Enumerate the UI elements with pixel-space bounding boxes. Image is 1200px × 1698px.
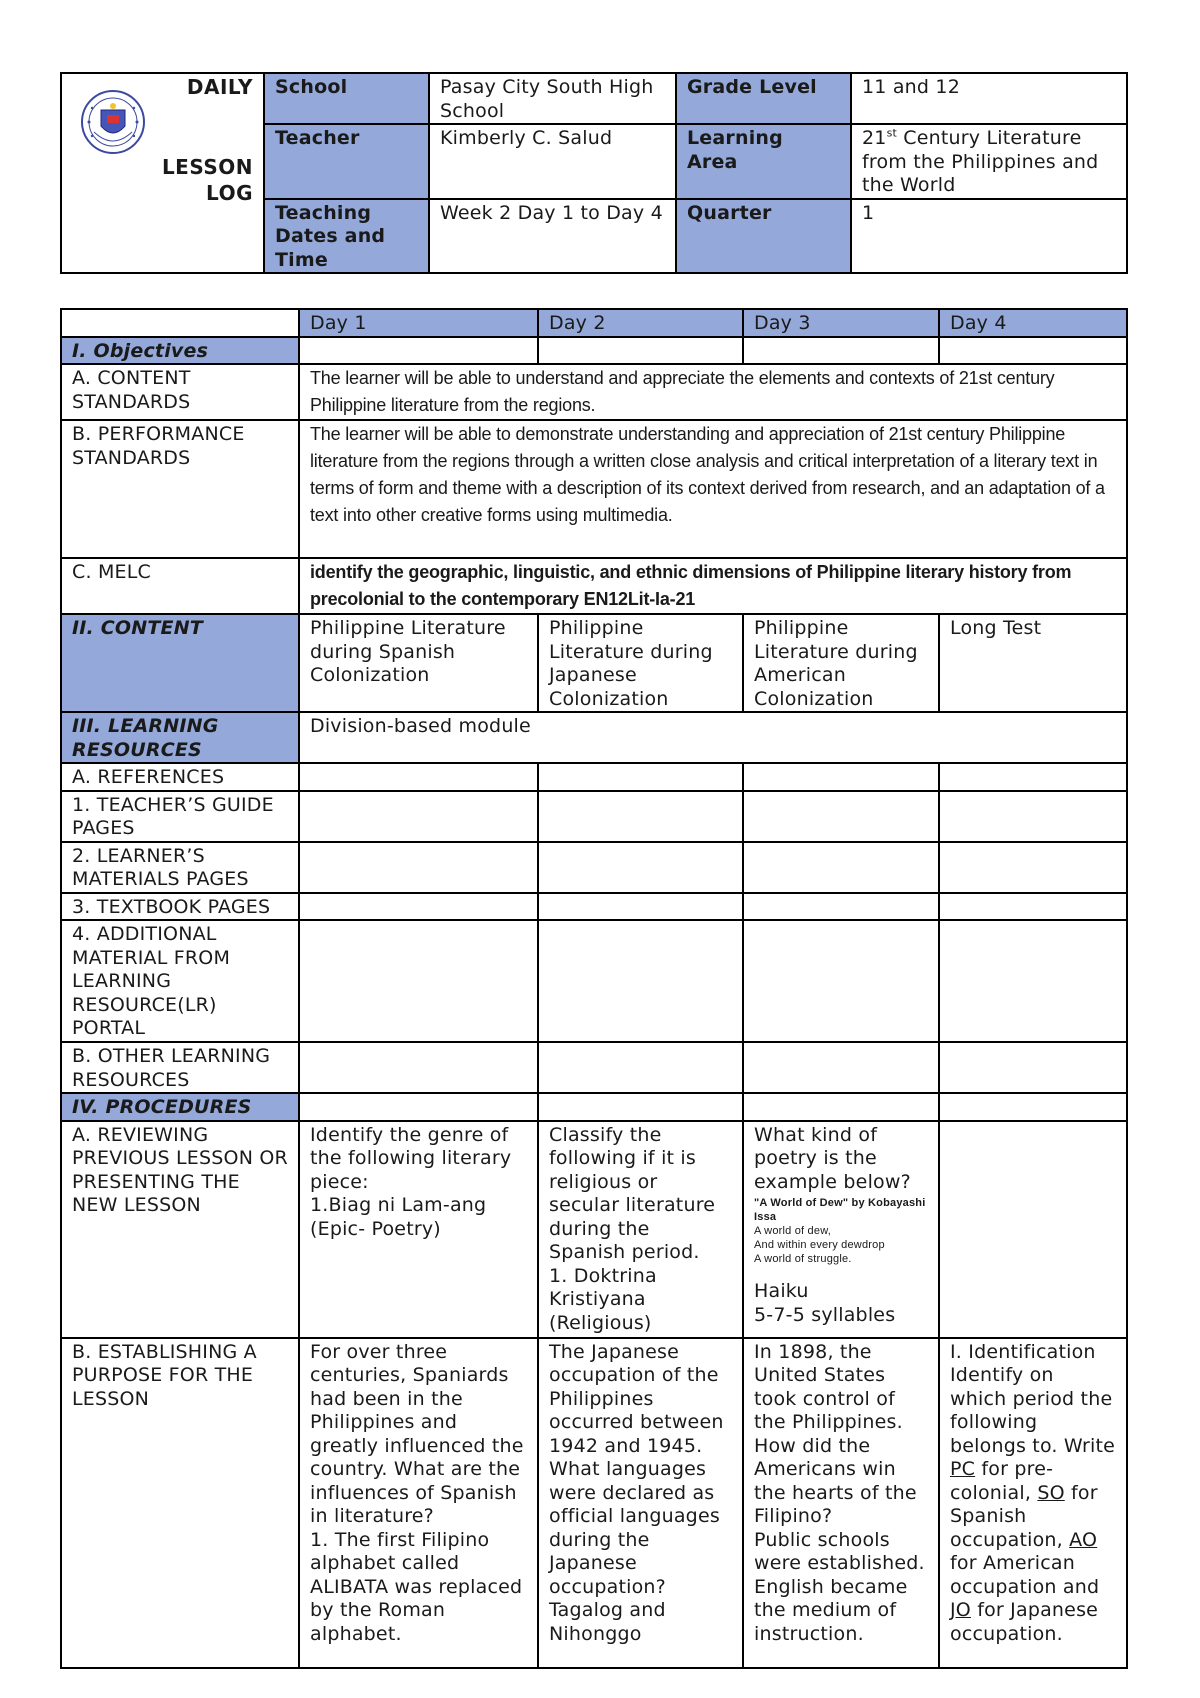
reviewing-day-3 bbox=[743, 1121, 939, 1338]
title-log: LOG bbox=[206, 181, 253, 205]
melc-text: identify the geographic, linguistic, and ethnic dimensions of Philippine literary history from precolonial to the contemporary EN12Lit-Ia-21 bbox=[299, 558, 1127, 614]
quarter-label: Quarter bbox=[676, 199, 851, 274]
learning-resources-row bbox=[61, 712, 1127, 763]
dates-label: Teaching Dates and Time bbox=[264, 199, 429, 274]
purpose-day-4 bbox=[939, 1338, 1127, 1668]
melc-row bbox=[61, 558, 1127, 614]
purpose-day-1-answer: 1. The first Filipino alphabet called ALIBATA was replaced by the Roman alphabet. bbox=[310, 1528, 523, 1645]
reviewing-day-2-item: 1. Doktrina Kristiyana (Religious) bbox=[549, 1264, 657, 1334]
objectives-row bbox=[61, 337, 1127, 365]
purpose-day-2-question: What languages were declared as official languages during the Japanese occupation? bbox=[549, 1458, 720, 1598]
textbook-row bbox=[61, 893, 1127, 921]
content-standards-row bbox=[61, 364, 1127, 420]
teacher-value: Kimberly C. Salud bbox=[429, 124, 676, 199]
content-row bbox=[61, 614, 1127, 712]
reviewing-day-2-question: Classify the following if it is religious or secular literature during the Spanish period. bbox=[549, 1123, 716, 1263]
deped-seal-icon bbox=[80, 82, 146, 172]
purpose-day-3 bbox=[743, 1338, 939, 1668]
code-pc: PC bbox=[950, 1458, 976, 1480]
poem-line-1: A world of dew, bbox=[754, 1225, 831, 1237]
performance-standards-row bbox=[61, 420, 1127, 558]
purpose-day-2 bbox=[538, 1338, 743, 1668]
lesson-plan-table bbox=[60, 308, 1128, 1669]
reviewing-day-3-question: What kind of poetry is the example below? bbox=[754, 1123, 911, 1193]
quarter-value: 1 bbox=[851, 199, 1127, 274]
school-label: School bbox=[264, 73, 429, 124]
content-heading: II. CONTENT bbox=[61, 614, 299, 712]
poem-title: "A World of Dew" by Kobayashi Issa bbox=[754, 1197, 926, 1223]
reviewing-day-2 bbox=[538, 1121, 743, 1338]
procedures-heading: IV. PROCEDURES bbox=[61, 1093, 299, 1121]
days-row bbox=[61, 309, 1127, 337]
day-1-header: Day 1 bbox=[299, 309, 538, 337]
day-2-header: Day 2 bbox=[538, 309, 743, 337]
teacher-guide-row bbox=[61, 791, 1127, 842]
teacher-label: Teacher bbox=[264, 124, 429, 199]
purpose-row bbox=[61, 1338, 1127, 1668]
references-row bbox=[61, 763, 1127, 791]
content-day-4: Long Test bbox=[939, 614, 1127, 712]
purpose-day-1 bbox=[299, 1338, 538, 1668]
area-rest: Century Literature from the Philippines and the World bbox=[862, 127, 1099, 196]
other-resources-label: B. OTHER LEARNING RESOURCES bbox=[61, 1042, 299, 1093]
reviewing-day-3-answer: Haiku bbox=[754, 1280, 809, 1302]
area-prefix: 21 bbox=[862, 127, 887, 149]
title-lesson: LESSON bbox=[161, 155, 253, 179]
other-resources-row bbox=[61, 1042, 1127, 1093]
area-value bbox=[851, 124, 1127, 199]
poem-line-3: A world of struggle. bbox=[754, 1253, 852, 1265]
logo-title-cell bbox=[61, 73, 264, 273]
textbook-label: 3. TEXTBOOK PAGES bbox=[61, 893, 299, 921]
area-label: Learning Area bbox=[676, 124, 851, 199]
header-table bbox=[60, 72, 1128, 274]
reviewing-day-1-item: 1.Biag ni Lam-ang (Epic- Poetry) bbox=[310, 1194, 487, 1240]
content-standards-label: A. CONTENT STANDARDS bbox=[61, 364, 299, 420]
content-day-2: Philippine Literature during Japanese Colonization bbox=[538, 614, 743, 712]
purpose-day-1-question: For over three centuries, Spaniards had been in the Philippines and greatly influenced the country. What are the influences of Spanish in literature? bbox=[310, 1340, 524, 1527]
grade-value: 11 and 12 bbox=[851, 73, 1127, 124]
content-day-1: Philippine Literature during Spanish Colonization bbox=[299, 614, 538, 712]
reviewing-day-3-syllables: 5-7-5 syllables bbox=[754, 1303, 896, 1326]
references-label: A. REFERENCES bbox=[61, 763, 299, 791]
performance-standards-label: B. PERFORMANCE STANDARDS bbox=[61, 420, 299, 558]
day-3-header: Day 3 bbox=[743, 309, 939, 337]
reviewing-label: A. REVIEWING PREVIOUS LESSON OR PRESENTING THE NEW LESSON bbox=[61, 1121, 299, 1338]
additional-material-row bbox=[61, 920, 1127, 1042]
procedures-row bbox=[61, 1093, 1127, 1121]
purpose-day-4-instructions: Identify on which period the following belongs to. Write PC for pre-colonial, SO for Spanish occupation, AO for American occupation and JO for Japanese occupation. bbox=[950, 1364, 1116, 1645]
reviewing-day-1-question: Identify the genre of the following literary piece: bbox=[310, 1123, 512, 1193]
code-ao: AO bbox=[1069, 1528, 1098, 1551]
code-jo: JO bbox=[950, 1599, 971, 1621]
title-lesson-log bbox=[162, 154, 253, 206]
area-sup: st bbox=[886, 126, 898, 140]
teacher-guide-label: 1. TEACHER’S GUIDE PAGES bbox=[61, 791, 299, 842]
purpose-day-2-answer: Tagalog and Nihonggo bbox=[549, 1599, 666, 1645]
reviewing-day-1 bbox=[299, 1121, 538, 1338]
content-day-3: Philippine Literature during American Colonization bbox=[743, 614, 939, 712]
melc-label: C. MELC bbox=[61, 558, 299, 614]
purpose-day-4-heading: I. Identification bbox=[950, 1340, 1096, 1363]
objectives-heading: I. Objectives bbox=[61, 337, 299, 365]
content-standards-text: The learner will be able to understand and appreciate the elements and contexts of 21st century Philippine literature from the regions. bbox=[299, 364, 1127, 420]
reviewing-row bbox=[61, 1121, 1127, 1338]
learning-resources-value: Division-based module bbox=[299, 712, 1127, 763]
title-daily: DAILY bbox=[186, 75, 253, 99]
code-so: SO bbox=[1037, 1481, 1065, 1504]
dates-value: Week 2 Day 1 to Day 4 bbox=[429, 199, 676, 274]
purpose-day-2-intro: The Japanese occupation of the Philippines occurred between 1942 and 1945. bbox=[549, 1340, 724, 1457]
grade-label: Grade Level bbox=[676, 73, 851, 124]
poem-line-2: And within every dewdrop bbox=[754, 1239, 885, 1251]
learner-materials-label: 2. LEARNER’S MATERIALS PAGES bbox=[61, 842, 299, 893]
performance-standards-text: The learner will be able to demonstrate understanding and appreciation of 21st century Philippine literature from the regions through a written close analysis and critical interpretation of a literary text in terms of form and theme with a description of its context derived from research, and an adaptation of a text into other creative forms using multimedia. bbox=[299, 420, 1127, 558]
day-4-header: Day 4 bbox=[939, 309, 1127, 337]
purpose-day-3-question: In 1898, the United States took control of the Philippines. How did the Americans win the hearts of the Filipino? bbox=[754, 1340, 917, 1527]
school-value: Pasay City South High School bbox=[429, 73, 676, 124]
purpose-label: B. ESTABLISHING A PURPOSE FOR THE LESSON bbox=[61, 1338, 299, 1668]
additional-material-label: 4. ADDITIONAL MATERIAL FROM LEARNING RESOURCE(LR) PORTAL bbox=[61, 920, 299, 1042]
learning-resources-heading: III. LEARNING RESOURCES bbox=[61, 712, 299, 763]
learner-materials-row bbox=[61, 842, 1127, 893]
purpose-day-3-answer: Public schools were established. English became the medium of instruction. bbox=[754, 1528, 925, 1645]
